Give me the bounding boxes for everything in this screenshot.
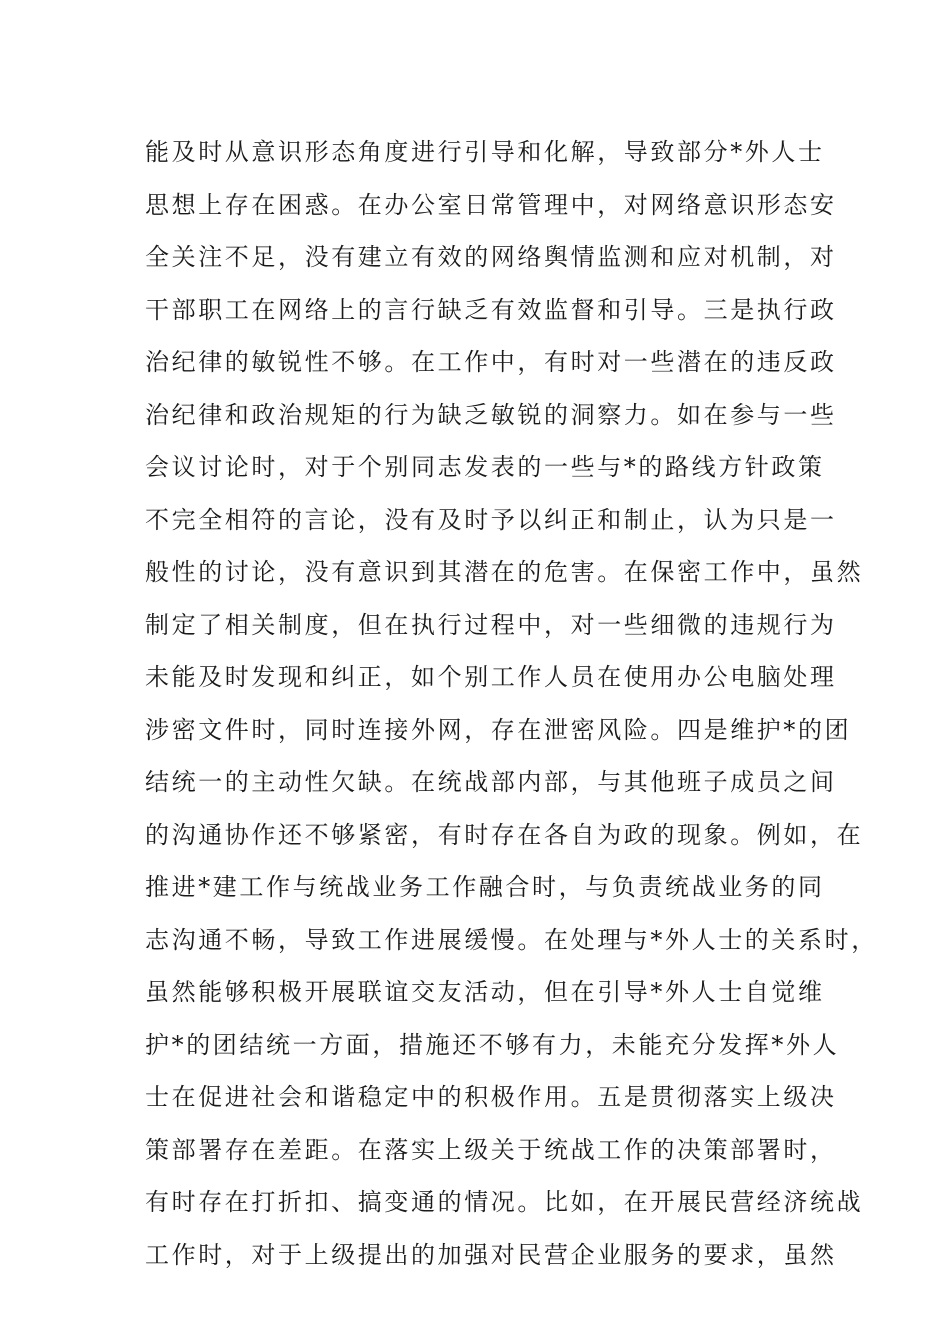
text-line: 涉密文件时，同时连接外网，存在泄密风险。四是维护*的团 (145, 715, 852, 744)
body-text (145, 126, 878, 1281)
text-line: 会议讨论时，对于个别同志发表的一些与*的路线方针政策 (145, 453, 825, 481)
text-line: 治纪律和政治规矩的行为缺乏敏锐的洞察力。如在参与一些 (145, 400, 837, 429)
text-line: 护*的团结统一方面，措施还不够有力，未能充分发挥*外人 (145, 1030, 840, 1059)
text-line: 不完全相符的言论，没有及时予以纠正和制止，认为只是一 (145, 505, 837, 534)
text-line: 制定了相关制度，但在执行过程中，对一些细微的违规行为 (145, 610, 837, 639)
text-line: 思想上存在困惑。在办公室日常管理中，对网络意识形态安 (145, 190, 837, 219)
text-line: 策部署存在差距。在落实上级关于统战工作的决策部署时， (145, 1135, 837, 1164)
text-line: 有时存在打折扣、搞变通的情况。比如，在开展民营经济统战 (145, 1188, 864, 1216)
text-line: 未能及时发现和纠正，如个别工作人员在使用办公电脑处理 (145, 663, 837, 691)
text-line: 般性的讨论，没有意识到其潜在的危害。在保密工作中，虽然 (145, 558, 864, 586)
text-line: 治纪律的敏锐性不够。在工作中，有时对一些潜在的违反政 (145, 348, 837, 376)
text-line: 志沟通不畅，导致工作进展缓慢。在处理与*外人士的关系时， (145, 925, 878, 954)
text-line: 结统一的主动性欠缺。在统战部内部，与其他班子成员之间 (145, 768, 837, 796)
text-line: 的沟通协作还不够紧密，有时存在各自为政的现象。例如，在 (145, 820, 864, 849)
text-line: 干部职工在网络上的言行缺乏有效监督和引导。三是执行政 (145, 295, 837, 324)
text-line: 全关注不足，没有建立有效的网络舆情监测和应对机制，对 (145, 243, 837, 271)
text-line: 士在促进社会和谐稳定中的积极作用。五是贯彻落实上级决 (145, 1083, 837, 1111)
text-line: 推进*建工作与统战业务工作融合时，与负责统战业务的同 (145, 873, 825, 901)
text-line: 能及时从意识形态角度进行引导和化解，导致部分*外人士 (145, 138, 825, 166)
text-line: 虽然能够积极开展联谊交友活动，但在引导*外人士自觉维 (145, 978, 825, 1006)
text-line: 工作时，对于上级提出的加强对民营企业服务的要求，虽然 (145, 1240, 837, 1269)
